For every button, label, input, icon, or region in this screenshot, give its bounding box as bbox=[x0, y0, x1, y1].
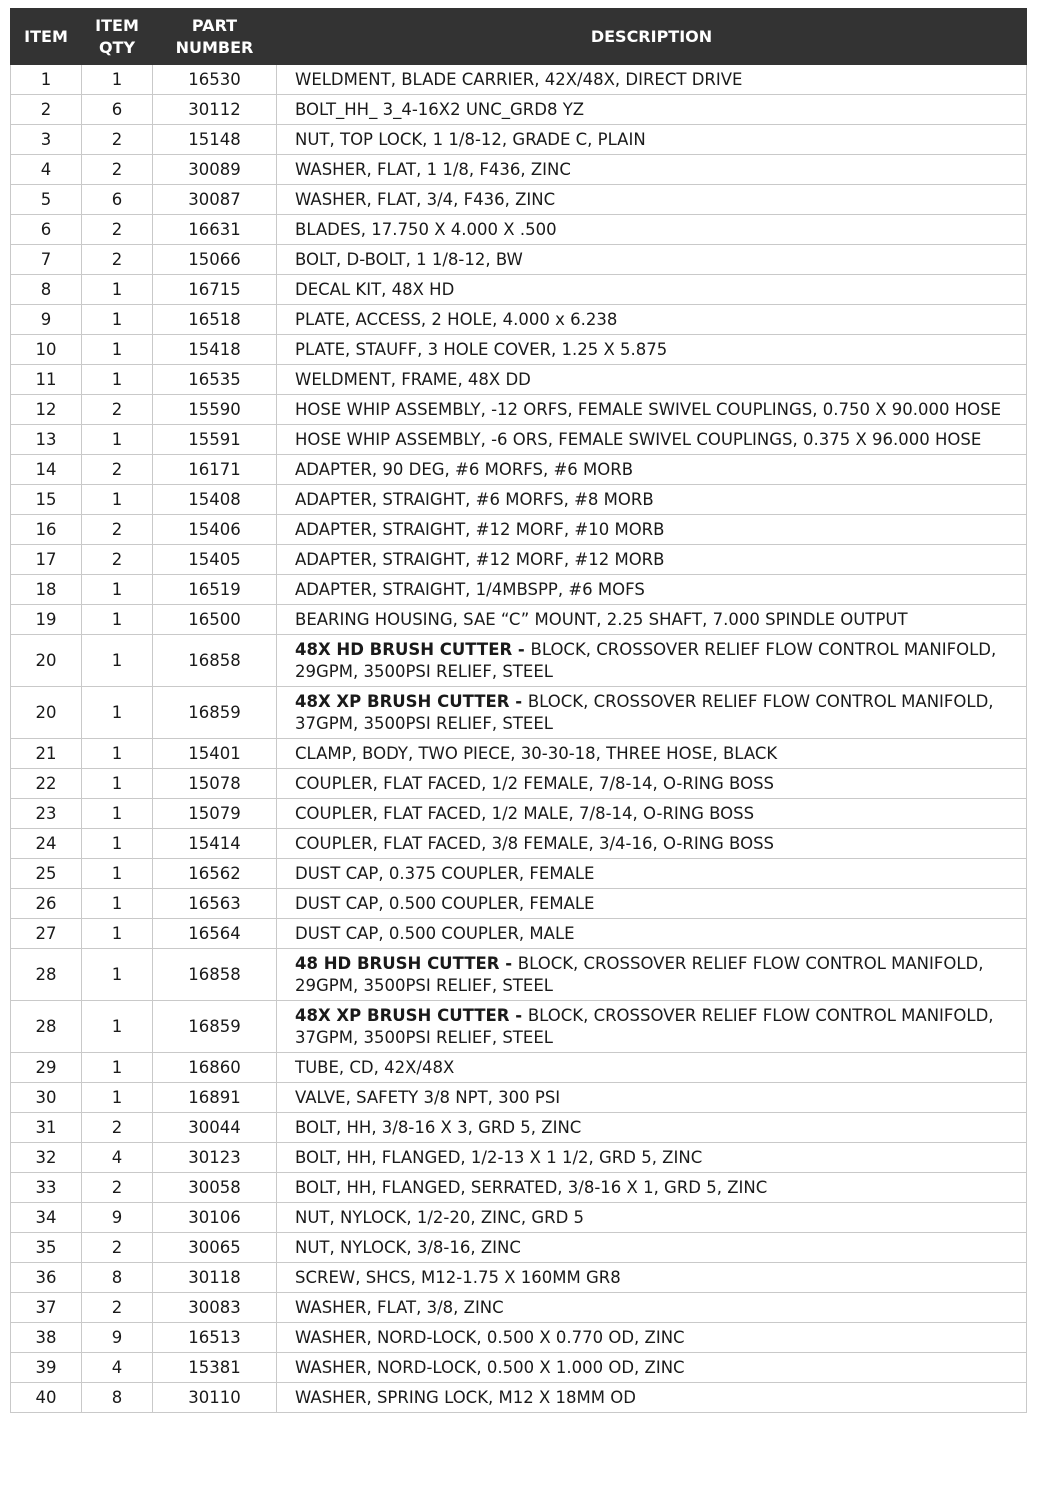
table-row bbox=[11, 1143, 1027, 1173]
qty-cell: 1 bbox=[82, 859, 153, 889]
qty-cell: 2 bbox=[82, 1173, 153, 1203]
qty-cell: 1 bbox=[82, 949, 153, 1001]
header-qty-line2: QTY bbox=[98, 37, 136, 57]
description-text: WASHER, NORD-LOCK, 0.500 X 1.000 OD, ZINC bbox=[295, 1357, 685, 1377]
item-cell: 25 bbox=[11, 859, 82, 889]
part-number-cell: 16715 bbox=[153, 275, 277, 305]
description-text: COUPLER, FLAT FACED, 1/2 FEMALE, 7/8-14, O-RING BOSS bbox=[295, 773, 775, 793]
part-number-cell: 15405 bbox=[153, 545, 277, 575]
description-cell bbox=[277, 1203, 1027, 1233]
part-number-cell: 30065 bbox=[153, 1233, 277, 1263]
description-text: DUST CAP, 0.500 COUPLER, MALE bbox=[295, 923, 575, 943]
item-cell: 7 bbox=[11, 245, 82, 275]
table-row bbox=[11, 335, 1027, 365]
qty-cell: 2 bbox=[82, 545, 153, 575]
part-number-cell: 15591 bbox=[153, 425, 277, 455]
table-row bbox=[11, 1001, 1027, 1053]
table-row bbox=[11, 1113, 1027, 1143]
description-text: SCREW, SHCS, M12-1.75 X 160MM GR8 bbox=[295, 1267, 621, 1287]
qty-cell: 8 bbox=[82, 1383, 153, 1413]
qty-cell: 1 bbox=[82, 365, 153, 395]
item-cell: 28 bbox=[11, 1001, 82, 1053]
description-text: BLOCK, CROSSOVER RELIEF FLOW CONTROL MANIFOLD, 37GPM, 3500PSI RELIEF, STEEL bbox=[295, 691, 994, 733]
description-text: CLAMP, BODY, TWO PIECE, 30-30-18, THREE HOSE, BLACK bbox=[295, 743, 778, 763]
description-cell bbox=[277, 455, 1027, 485]
part-number-cell: 30058 bbox=[153, 1173, 277, 1203]
item-cell: 28 bbox=[11, 949, 82, 1001]
item-cell: 29 bbox=[11, 1053, 82, 1083]
description-text: BLADES, 17.750 X 4.000 X .500 bbox=[295, 219, 557, 239]
qty-cell: 9 bbox=[82, 1203, 153, 1233]
description-text: DUST CAP, 0.375 COUPLER, FEMALE bbox=[295, 863, 595, 883]
table-header bbox=[11, 9, 1027, 65]
description-cell bbox=[277, 155, 1027, 185]
description-text: BOLT, HH, FLANGED, 1/2-13 X 1 1/2, GRD 5, ZINC bbox=[295, 1147, 703, 1167]
description-text: NUT, NYLOCK, 1/2-20, ZINC, GRD 5 bbox=[295, 1207, 585, 1227]
qty-cell: 1 bbox=[82, 635, 153, 687]
description-cell bbox=[277, 1173, 1027, 1203]
table-row bbox=[11, 799, 1027, 829]
table-row bbox=[11, 425, 1027, 455]
description-cell bbox=[277, 1113, 1027, 1143]
description-cell bbox=[277, 1083, 1027, 1113]
part-number-cell: 15590 bbox=[153, 395, 277, 425]
qty-cell: 1 bbox=[82, 275, 153, 305]
item-cell: 18 bbox=[11, 575, 82, 605]
item-cell: 21 bbox=[11, 739, 82, 769]
item-cell: 38 bbox=[11, 1323, 82, 1353]
qty-cell: 1 bbox=[82, 919, 153, 949]
description-text: HOSE WHIP ASSEMBLY, -6 ORS, FEMALE SWIVEL COUPLINGS, 0.375 X 96.000 HOSE bbox=[295, 429, 982, 449]
item-cell: 37 bbox=[11, 1293, 82, 1323]
header-qty-line1: ITEM bbox=[95, 15, 139, 35]
description-text: HOSE WHIP ASSEMBLY, -12 ORFS, FEMALE SWIVEL COUPLINGS, 0.750 X 90.000 HOSE bbox=[295, 399, 1002, 419]
description-text: BOLT, HH, 3/8-16 X 3, GRD 5, ZINC bbox=[295, 1117, 582, 1137]
table-row bbox=[11, 919, 1027, 949]
item-cell: 6 bbox=[11, 215, 82, 245]
description-model-prefix: 48X XP BRUSH CUTTER - bbox=[295, 1005, 528, 1025]
part-number-cell: 30118 bbox=[153, 1263, 277, 1293]
description-text: VALVE, SAFETY 3/8 NPT, 300 PSI bbox=[295, 1087, 561, 1107]
part-number-cell: 16858 bbox=[153, 949, 277, 1001]
description-text: BLOCK, CROSSOVER RELIEF FLOW CONTROL MANIFOLD, 29GPM, 3500PSI RELIEF, STEEL bbox=[295, 953, 984, 995]
part-number-cell: 30044 bbox=[153, 1113, 277, 1143]
description-text: ADAPTER, STRAIGHT, #12 MORF, #10 MORB bbox=[295, 519, 665, 539]
description-model-prefix: 48X XP BRUSH CUTTER - bbox=[295, 691, 528, 711]
description-text: ADAPTER, STRAIGHT, #6 MORFS, #8 MORB bbox=[295, 489, 654, 509]
description-text: BLOCK, CROSSOVER RELIEF FLOW CONTROL MANIFOLD, 29GPM, 3500PSI RELIEF, STEEL bbox=[295, 639, 997, 681]
description-text: WELDMENT, BLADE CARRIER, 42X/48X, DIRECT DRIVE bbox=[295, 69, 743, 89]
table-row bbox=[11, 889, 1027, 919]
header-item-label: ITEM bbox=[24, 26, 68, 46]
description-text: WASHER, SPRING LOCK, M12 X 18MM OD bbox=[295, 1387, 636, 1407]
description-cell bbox=[277, 185, 1027, 215]
item-cell: 40 bbox=[11, 1383, 82, 1413]
parts-table bbox=[10, 8, 1027, 1413]
part-number-cell: 15401 bbox=[153, 739, 277, 769]
table-row bbox=[11, 1353, 1027, 1383]
description-cell bbox=[277, 605, 1027, 635]
part-number-cell: 30087 bbox=[153, 185, 277, 215]
part-number-cell: 15418 bbox=[153, 335, 277, 365]
description-text: WASHER, FLAT, 3/8, ZINC bbox=[295, 1297, 504, 1317]
header-item bbox=[11, 9, 82, 65]
description-text: PLATE, STAUFF, 3 HOLE COVER, 1.25 X 5.875 bbox=[295, 339, 668, 359]
qty-cell: 2 bbox=[82, 1293, 153, 1323]
header-item-qty bbox=[82, 9, 153, 65]
qty-cell: 2 bbox=[82, 1113, 153, 1143]
qty-cell: 2 bbox=[82, 215, 153, 245]
part-number-cell: 16859 bbox=[153, 687, 277, 739]
item-cell: 1 bbox=[11, 65, 82, 95]
table-row bbox=[11, 1083, 1027, 1113]
qty-cell: 4 bbox=[82, 1143, 153, 1173]
description-cell bbox=[277, 215, 1027, 245]
description-cell bbox=[277, 425, 1027, 455]
item-cell: 34 bbox=[11, 1203, 82, 1233]
description-text: TUBE, CD, 42X/48X bbox=[295, 1057, 455, 1077]
table-row bbox=[11, 859, 1027, 889]
table-row bbox=[11, 275, 1027, 305]
qty-cell: 1 bbox=[82, 799, 153, 829]
table-row bbox=[11, 245, 1027, 275]
description-model-prefix: 48X HD BRUSH CUTTER - bbox=[295, 639, 531, 659]
part-number-cell: 15078 bbox=[153, 769, 277, 799]
item-cell: 33 bbox=[11, 1173, 82, 1203]
part-number-cell: 16535 bbox=[153, 365, 277, 395]
qty-cell: 2 bbox=[82, 245, 153, 275]
item-cell: 19 bbox=[11, 605, 82, 635]
table-row bbox=[11, 1053, 1027, 1083]
part-number-cell: 16513 bbox=[153, 1323, 277, 1353]
part-number-cell: 16860 bbox=[153, 1053, 277, 1083]
qty-cell: 1 bbox=[82, 829, 153, 859]
part-number-cell: 16519 bbox=[153, 575, 277, 605]
table-row bbox=[11, 185, 1027, 215]
qty-cell: 1 bbox=[82, 687, 153, 739]
table-row bbox=[11, 95, 1027, 125]
part-number-cell: 16530 bbox=[153, 65, 277, 95]
qty-cell: 6 bbox=[82, 185, 153, 215]
item-cell: 10 bbox=[11, 335, 82, 365]
part-number-cell: 16171 bbox=[153, 455, 277, 485]
description-cell bbox=[277, 635, 1027, 687]
table-row bbox=[11, 605, 1027, 635]
description-cell bbox=[277, 889, 1027, 919]
part-number-cell: 15406 bbox=[153, 515, 277, 545]
item-cell: 35 bbox=[11, 1233, 82, 1263]
description-cell bbox=[277, 335, 1027, 365]
description-text: BLOCK, CROSSOVER RELIEF FLOW CONTROL MANIFOLD, 37GPM, 3500PSI RELIEF, STEEL bbox=[295, 1005, 994, 1047]
table-row bbox=[11, 545, 1027, 575]
description-text: COUPLER, FLAT FACED, 1/2 MALE, 7/8-14, O-RING BOSS bbox=[295, 803, 755, 823]
part-number-cell: 16500 bbox=[153, 605, 277, 635]
description-text: BOLT, HH, FLANGED, SERRATED, 3/8-16 X 1, GRD 5, ZINC bbox=[295, 1177, 768, 1197]
table-row bbox=[11, 1173, 1027, 1203]
qty-cell: 1 bbox=[82, 1053, 153, 1083]
description-cell bbox=[277, 95, 1027, 125]
description-text: ADAPTER, STRAIGHT, #12 MORF, #12 MORB bbox=[295, 549, 665, 569]
item-cell: 32 bbox=[11, 1143, 82, 1173]
qty-cell: 1 bbox=[82, 575, 153, 605]
table-row bbox=[11, 455, 1027, 485]
item-cell: 8 bbox=[11, 275, 82, 305]
description-cell bbox=[277, 575, 1027, 605]
description-text: BOLT, D-BOLT, 1 1/8-12, BW bbox=[295, 249, 523, 269]
table-row bbox=[11, 215, 1027, 245]
description-cell bbox=[277, 545, 1027, 575]
part-number-cell: 15148 bbox=[153, 125, 277, 155]
item-cell: 30 bbox=[11, 1083, 82, 1113]
table-row bbox=[11, 1263, 1027, 1293]
qty-cell: 4 bbox=[82, 1353, 153, 1383]
part-number-cell: 16859 bbox=[153, 1001, 277, 1053]
part-number-cell: 30089 bbox=[153, 155, 277, 185]
table-row bbox=[11, 739, 1027, 769]
description-text: BOLT_HH_ 3_4-16X2 UNC_GRD8 YZ bbox=[295, 99, 585, 119]
description-cell bbox=[277, 1293, 1027, 1323]
description-text: ADAPTER, STRAIGHT, 1/4MBSPP, #6 MOFS bbox=[295, 579, 645, 599]
table-row bbox=[11, 635, 1027, 687]
description-cell bbox=[277, 739, 1027, 769]
item-cell: 5 bbox=[11, 185, 82, 215]
part-number-cell: 16631 bbox=[153, 215, 277, 245]
part-number-cell: 16563 bbox=[153, 889, 277, 919]
part-number-cell: 16518 bbox=[153, 305, 277, 335]
table-row bbox=[11, 485, 1027, 515]
description-text: NUT, NYLOCK, 3/8-16, ZINC bbox=[295, 1237, 521, 1257]
qty-cell: 8 bbox=[82, 1263, 153, 1293]
table-row bbox=[11, 769, 1027, 799]
header-part-number bbox=[153, 9, 277, 65]
description-cell bbox=[277, 769, 1027, 799]
description-cell bbox=[277, 1263, 1027, 1293]
description-cell bbox=[277, 125, 1027, 155]
qty-cell: 1 bbox=[82, 1083, 153, 1113]
description-text: DECAL KIT, 48X HD bbox=[295, 279, 455, 299]
table-row bbox=[11, 1203, 1027, 1233]
table-row bbox=[11, 305, 1027, 335]
description-text: DUST CAP, 0.500 COUPLER, FEMALE bbox=[295, 893, 595, 913]
part-number-cell: 15079 bbox=[153, 799, 277, 829]
part-number-cell: 30123 bbox=[153, 1143, 277, 1173]
part-number-cell: 15414 bbox=[153, 829, 277, 859]
qty-cell: 2 bbox=[82, 155, 153, 185]
part-number-cell: 16562 bbox=[153, 859, 277, 889]
table-body bbox=[11, 65, 1027, 1413]
item-cell: 13 bbox=[11, 425, 82, 455]
qty-cell: 2 bbox=[82, 125, 153, 155]
item-cell: 9 bbox=[11, 305, 82, 335]
part-number-cell: 15066 bbox=[153, 245, 277, 275]
item-cell: 20 bbox=[11, 635, 82, 687]
description-cell bbox=[277, 485, 1027, 515]
description-cell bbox=[277, 687, 1027, 739]
description-text: COUPLER, FLAT FACED, 3/8 FEMALE, 3/4-16, O-RING BOSS bbox=[295, 833, 775, 853]
item-cell: 23 bbox=[11, 799, 82, 829]
description-model-prefix: 48 HD BRUSH CUTTER - bbox=[295, 953, 518, 973]
description-cell bbox=[277, 1053, 1027, 1083]
description-cell bbox=[277, 1143, 1027, 1173]
qty-cell: 1 bbox=[82, 335, 153, 365]
item-cell: 27 bbox=[11, 919, 82, 949]
header-description bbox=[277, 9, 1027, 65]
description-cell bbox=[277, 1323, 1027, 1353]
description-text: BEARING HOUSING, SAE “C” MOUNT, 2.25 SHAFT, 7.000 SPINDLE OUTPUT bbox=[295, 609, 908, 629]
item-cell: 4 bbox=[11, 155, 82, 185]
qty-cell: 1 bbox=[82, 485, 153, 515]
description-cell bbox=[277, 245, 1027, 275]
qty-cell: 1 bbox=[82, 1001, 153, 1053]
item-cell: 24 bbox=[11, 829, 82, 859]
description-cell bbox=[277, 799, 1027, 829]
qty-cell: 1 bbox=[82, 305, 153, 335]
description-text: WASHER, FLAT, 3/4, F436, ZINC bbox=[295, 189, 556, 209]
table-row bbox=[11, 1383, 1027, 1413]
item-cell: 26 bbox=[11, 889, 82, 919]
header-part-line1: PART bbox=[191, 15, 238, 35]
qty-cell: 1 bbox=[82, 425, 153, 455]
description-cell bbox=[277, 1353, 1027, 1383]
description-cell bbox=[277, 1383, 1027, 1413]
table-row bbox=[11, 687, 1027, 739]
header-row bbox=[11, 9, 1027, 65]
qty-cell: 1 bbox=[82, 739, 153, 769]
part-number-cell: 30083 bbox=[153, 1293, 277, 1323]
table-row bbox=[11, 1293, 1027, 1323]
table-row bbox=[11, 65, 1027, 95]
part-number-cell: 30106 bbox=[153, 1203, 277, 1233]
description-cell bbox=[277, 365, 1027, 395]
header-description-label: DESCRIPTION bbox=[590, 26, 713, 46]
item-cell: 20 bbox=[11, 687, 82, 739]
part-number-cell: 30110 bbox=[153, 1383, 277, 1413]
item-cell: 11 bbox=[11, 365, 82, 395]
qty-cell: 2 bbox=[82, 395, 153, 425]
item-cell: 3 bbox=[11, 125, 82, 155]
qty-cell: 1 bbox=[82, 889, 153, 919]
description-text: WASHER, FLAT, 1 1/8, F436, ZINC bbox=[295, 159, 571, 179]
item-cell: 2 bbox=[11, 95, 82, 125]
table-row bbox=[11, 515, 1027, 545]
table-row bbox=[11, 829, 1027, 859]
qty-cell: 9 bbox=[82, 1323, 153, 1353]
description-cell bbox=[277, 65, 1027, 95]
qty-cell: 1 bbox=[82, 605, 153, 635]
header-part-line2: NUMBER bbox=[175, 37, 254, 57]
description-text: WELDMENT, FRAME, 48X DD bbox=[295, 369, 531, 389]
description-cell bbox=[277, 829, 1027, 859]
description-cell bbox=[277, 395, 1027, 425]
item-cell: 15 bbox=[11, 485, 82, 515]
description-cell bbox=[277, 949, 1027, 1001]
description-cell bbox=[277, 1001, 1027, 1053]
part-number-cell: 30112 bbox=[153, 95, 277, 125]
table-row bbox=[11, 155, 1027, 185]
qty-cell: 2 bbox=[82, 1233, 153, 1263]
item-cell: 39 bbox=[11, 1353, 82, 1383]
table-row bbox=[11, 1233, 1027, 1263]
description-text: WASHER, NORD-LOCK, 0.500 X 0.770 OD, ZINC bbox=[295, 1327, 685, 1347]
item-cell: 36 bbox=[11, 1263, 82, 1293]
description-cell bbox=[277, 275, 1027, 305]
table-row bbox=[11, 395, 1027, 425]
part-number-cell: 16891 bbox=[153, 1083, 277, 1113]
qty-cell: 2 bbox=[82, 455, 153, 485]
qty-cell: 1 bbox=[82, 769, 153, 799]
qty-cell: 6 bbox=[82, 95, 153, 125]
table-row bbox=[11, 125, 1027, 155]
part-number-cell: 16564 bbox=[153, 919, 277, 949]
description-text: PLATE, ACCESS, 2 HOLE, 4.000 x 6.238 bbox=[295, 309, 618, 329]
table-row bbox=[11, 575, 1027, 605]
description-text: ADAPTER, 90 DEG, #6 MORFS, #6 MORB bbox=[295, 459, 634, 479]
part-number-cell: 15408 bbox=[153, 485, 277, 515]
item-cell: 16 bbox=[11, 515, 82, 545]
qty-cell: 1 bbox=[82, 65, 153, 95]
description-cell bbox=[277, 919, 1027, 949]
qty-cell: 2 bbox=[82, 515, 153, 545]
item-cell: 17 bbox=[11, 545, 82, 575]
table-row bbox=[11, 1323, 1027, 1353]
description-cell bbox=[277, 515, 1027, 545]
table-row bbox=[11, 365, 1027, 395]
description-text: NUT, TOP LOCK, 1 1/8-12, GRADE C, PLAIN bbox=[295, 129, 646, 149]
item-cell: 22 bbox=[11, 769, 82, 799]
item-cell: 14 bbox=[11, 455, 82, 485]
item-cell: 31 bbox=[11, 1113, 82, 1143]
part-number-cell: 15381 bbox=[153, 1353, 277, 1383]
description-cell bbox=[277, 1233, 1027, 1263]
item-cell: 12 bbox=[11, 395, 82, 425]
part-number-cell: 16858 bbox=[153, 635, 277, 687]
description-cell bbox=[277, 305, 1027, 335]
description-cell bbox=[277, 859, 1027, 889]
table-row bbox=[11, 949, 1027, 1001]
